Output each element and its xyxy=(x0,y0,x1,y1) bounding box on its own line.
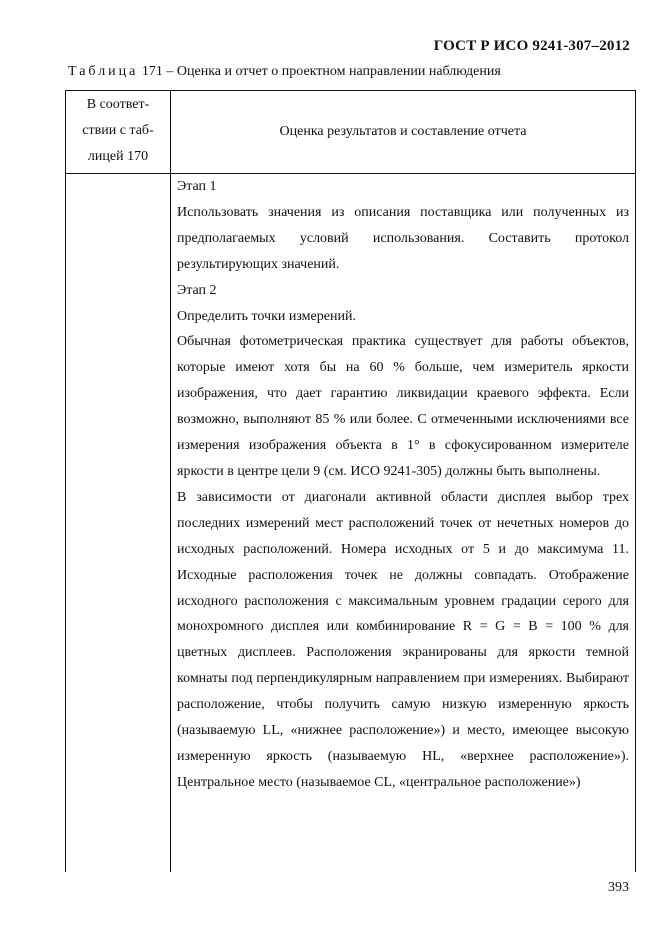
table-paragraph: Использовать значения из описания поставщика или полученных из предполагаемых условий использования. Составить протокол результирующих значений. xyxy=(177,204,629,272)
table-caption-label: Таблица xyxy=(68,64,139,79)
assessment-table xyxy=(65,90,636,872)
table-paragraph: В зависимости от диагонали активной области дисплея выбор трех последних измерений мест расположений точек от нечетных номеров до исходных расположений. Номера исходных от 5 и до максимума 11. Исходные расположения точек не должны совпадать. Отображение исходного расположения с максимальным уровнем градации серого для монохромного дисплея или комбинирование R = G = B = 100 % для цветных дисплеев. Расположения экранированы для яркости темной комнаты под перпендикулярным направлением при измерениях. Выбирают расположение, чтобы получить самую низкую измеренную яркость (называемую LL, «нижнее расположение») и место, имеющее высокую измеренную яркость (называемую HL, «верхнее расположение»). Центральное место (называемое CL, «центральное расположение») xyxy=(177,489,629,790)
table-caption-text: 171 – Оценка и отчет о проектном направлении наблюдения xyxy=(141,64,501,79)
page-number: 393 xyxy=(608,880,629,895)
column-divider xyxy=(170,91,171,872)
standard-header: ГОСТ Р ИСО 9241-307–2012 xyxy=(433,38,630,54)
column-header-reference-line: В соответ- xyxy=(86,97,150,112)
stage-heading: Этап 1 xyxy=(177,179,217,194)
table-caption xyxy=(68,64,501,80)
column-header-reference-line: лицей 170 xyxy=(87,149,149,164)
assessment-cell xyxy=(177,174,629,796)
table-paragraph: Обычная фотометрическая практика существует для работы объектов, которые имеют хотя бы на 60 % больше, чем измеритель яркости изображения, что дает гарантию ликвидации краевого эффекта. Если возможно, выполняют 85 % или более. С отмеченными исключениями все измерения изображения объекта в 1° в сфокусированном измерителе яркости в центре цели 9 (см. ИСО 9241-305) должны быть выполнены. xyxy=(177,334,629,479)
column-header-assessment: Оценка результатов и составление отчета xyxy=(279,124,527,139)
table-paragraph: Определить точки измерений. xyxy=(177,308,356,324)
stage-heading: Этап 2 xyxy=(177,282,217,298)
column-header-reference xyxy=(66,91,170,173)
column-header-reference-line: ствии с таб- xyxy=(82,123,154,138)
